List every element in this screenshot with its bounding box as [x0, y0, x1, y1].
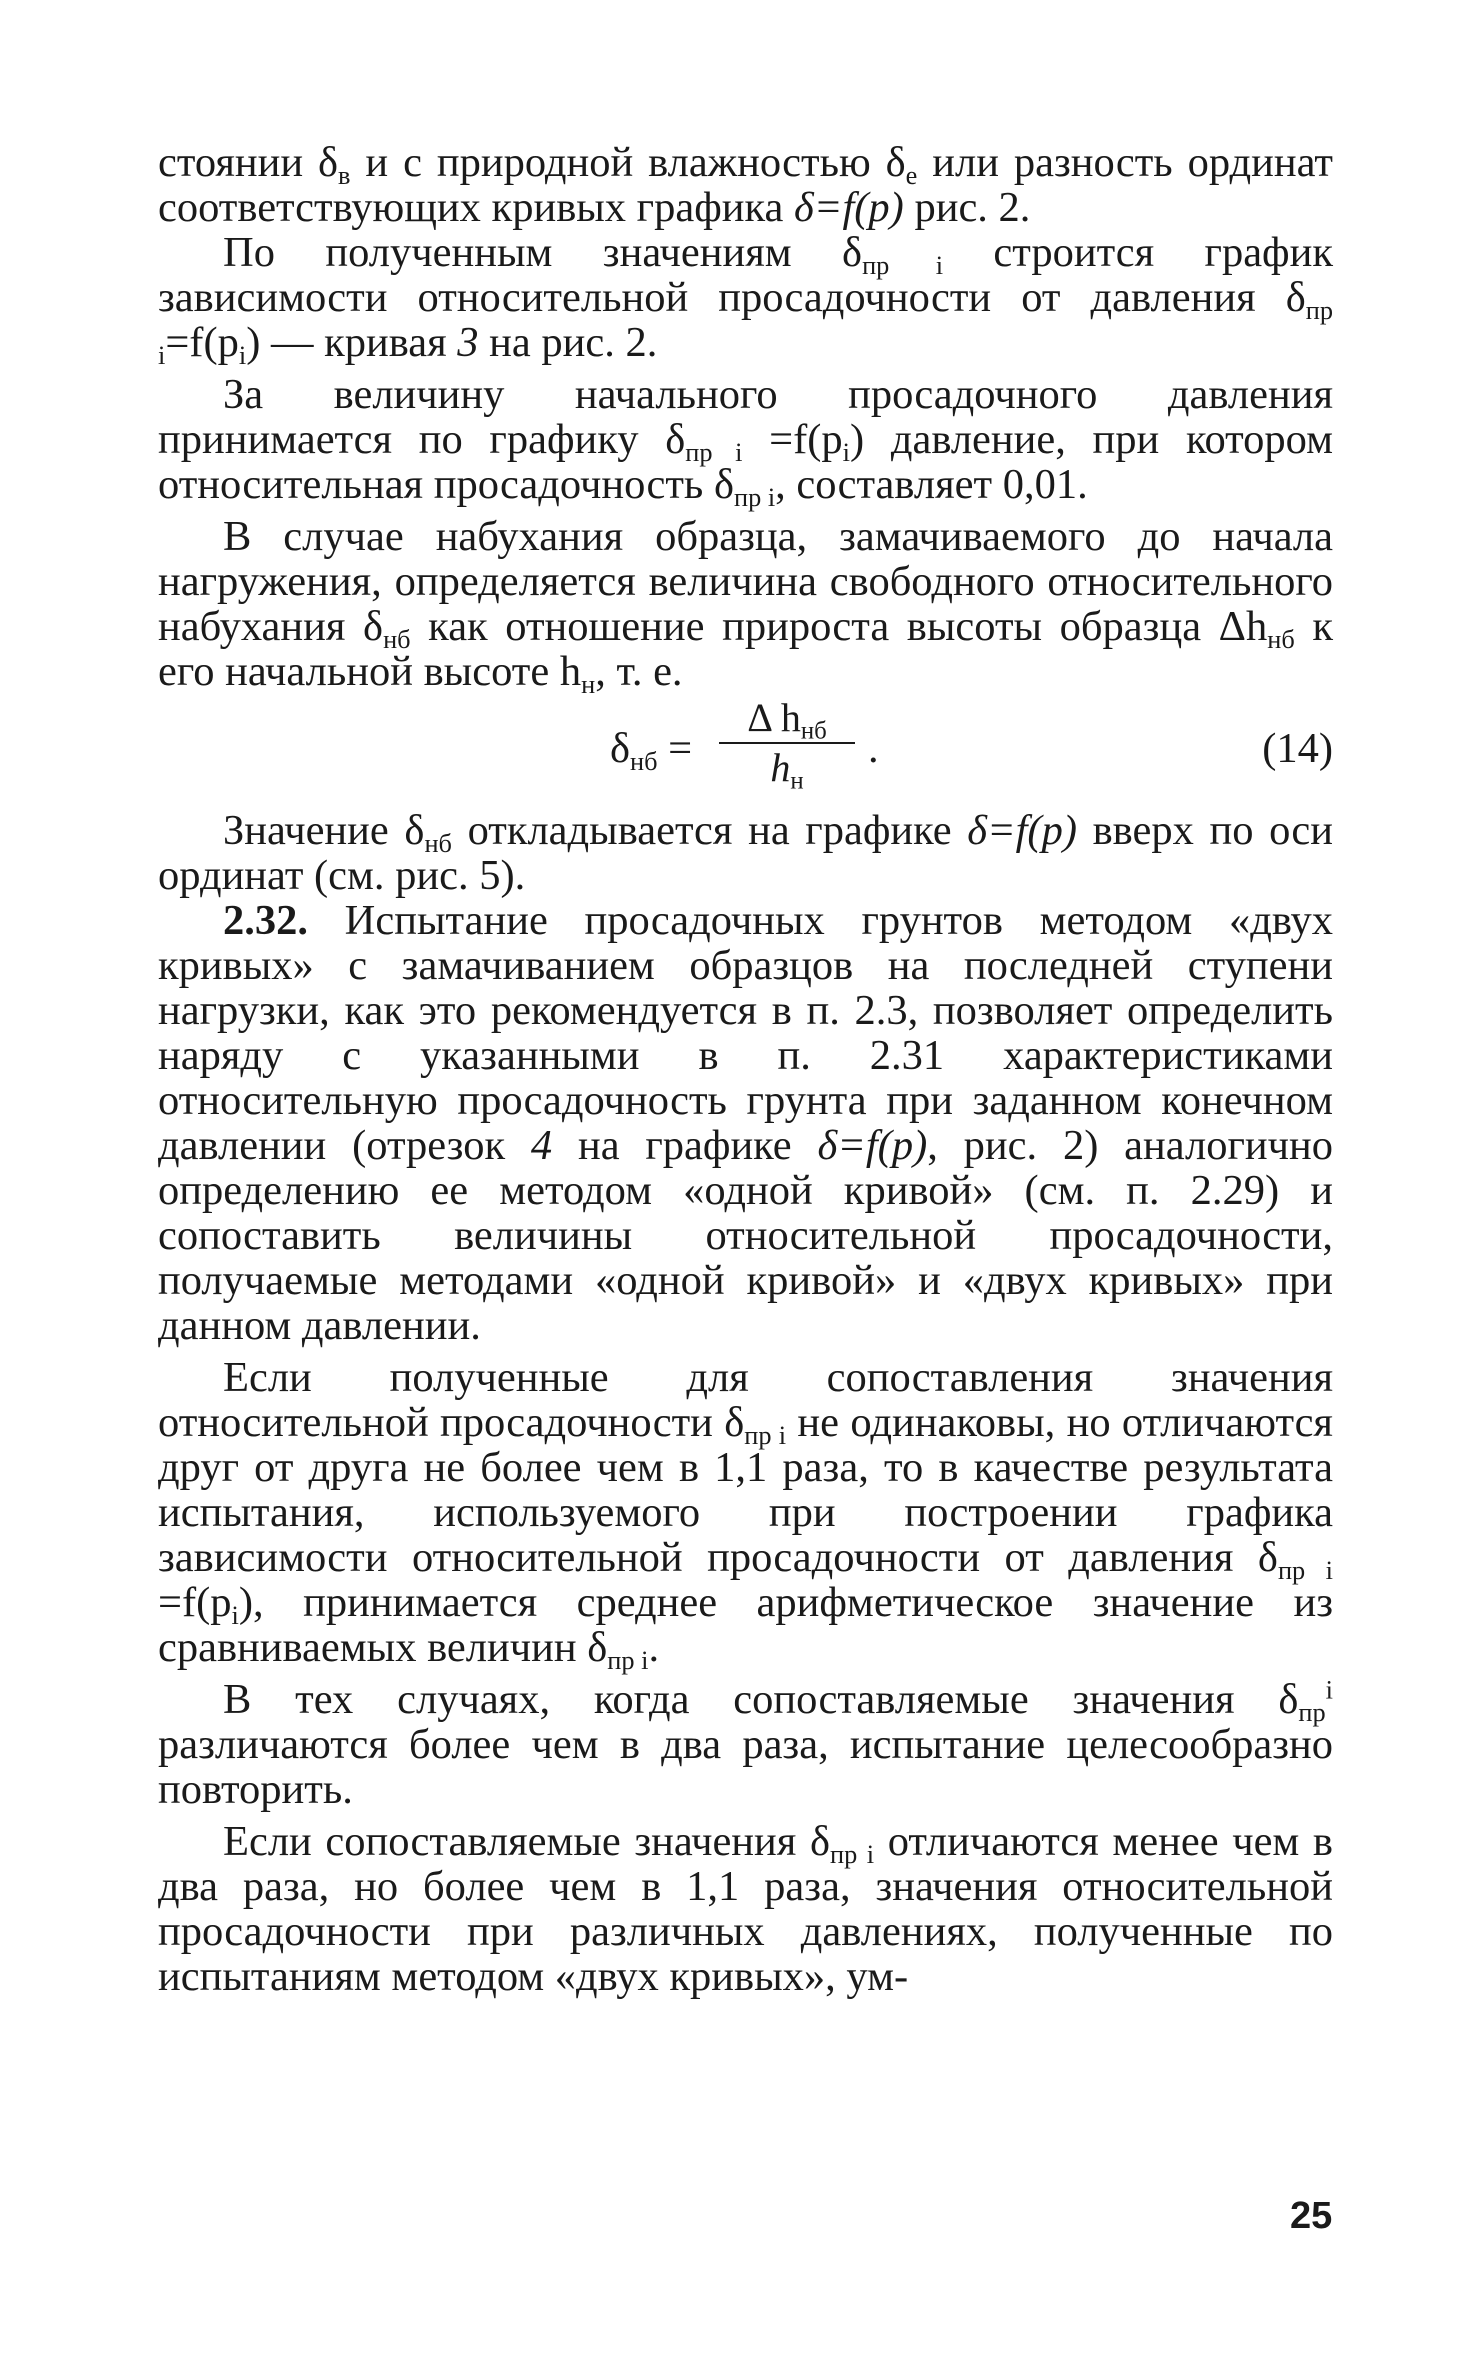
paragraph: [158, 1819, 1333, 1999]
text-run: строится график зависимости относительной просадочности от давления: [158, 229, 1333, 321]
text-run: За величину начального просадочного давления принимается по графику: [158, 371, 1333, 463]
text-run: ) давление, при котором относительная просадочность: [158, 416, 1333, 508]
text-run: Если полученные для сопоставления значения относительной просадочности: [158, 1354, 1333, 1446]
text-run: 4: [530, 1122, 553, 1169]
subscript: пр i: [158, 295, 1333, 370]
text-run: как отношение прироста высоты образца Δh: [410, 603, 1268, 650]
text-run: на графике: [552, 1122, 818, 1169]
formula-14: [158, 696, 1333, 804]
formula-lhs: $\delta_{нб}$ =: [610, 725, 693, 776]
subscript: нб: [1267, 624, 1295, 654]
paragraph: [158, 371, 1333, 512]
subscript: i: [231, 1600, 239, 1630]
text-run: откладывается на графике: [451, 807, 968, 854]
subscript: пр i: [744, 1420, 787, 1450]
paragraph: [158, 229, 1333, 370]
fraction-bar: [719, 742, 855, 744]
paragraph: [158, 513, 1333, 699]
text-run: δ: [885, 139, 906, 186]
text-run: δ: [363, 603, 384, 650]
subscript: нб: [383, 624, 411, 654]
text-run: на рис. 2.: [478, 319, 658, 366]
text-run: δ: [665, 416, 686, 463]
subscript: пр i: [733, 482, 776, 512]
text-run: , составляет 0,01.: [775, 461, 1088, 508]
text-run: =f(p: [742, 416, 843, 463]
subscript: i: [238, 340, 247, 370]
text-run: вверх по оси ординат (см. рис. 5).: [158, 807, 1333, 899]
text-run: и с природной влажностью: [350, 139, 886, 186]
subscript: пр i: [607, 1645, 649, 1675]
equation-number: (14): [1262, 725, 1333, 772]
subscript: нб: [424, 828, 452, 858]
text-run: различаются более чем в два раза, испытание целесообразно повторить.: [158, 1721, 1333, 1813]
text-run: δ: [1278, 1676, 1299, 1723]
text-run: δ=f(p): [794, 184, 904, 231]
page-number: 25: [1290, 2195, 1333, 2237]
text-run: не одинаковы, но отличаются друг от друга не более чем в 1,1 раза, то в качестве результата испытания, используемого при построении графика зависимости относительной просадочности от давления: [158, 1399, 1333, 1581]
text-run: , т. е.: [595, 648, 683, 695]
text-run: δ: [809, 1818, 830, 1865]
text-run: .: [648, 1624, 660, 1671]
text-run: отличаются менее чем в два раза, но более чем в 1,1 раза, значения относительной просадочности при различных давлениях, полученные по испытаниям методом «двух кривых», ум-: [158, 1818, 1333, 2000]
text-run: рис. 2.: [903, 184, 1031, 231]
text-run: Испытание просадочных грунтов методом «двух кривых» с замачиванием образцов на последней ступени нагрузки, как это рекомендуется в п. 2.3, позволяет определить наряду с указанными в п. 2.31 характеристиками относительную просадочность грунта при заданном конечном давлении (отрезок: [158, 897, 1333, 1169]
paragraph: [158, 1677, 1333, 1812]
section-paragraph-2-32: [158, 898, 1333, 1348]
text-run: 2.32.: [223, 897, 308, 944]
formula-numerator: Δ $h_{нб}$: [747, 695, 827, 745]
text-run: По полученным значениям: [223, 229, 843, 276]
subscript: пр i: [1277, 1555, 1333, 1585]
formula-period: .: [868, 725, 879, 772]
text-run: или разность ординат соответствующих кривых графика: [158, 139, 1333, 231]
text-run: δ: [713, 461, 734, 508]
text-run: δ: [587, 1624, 608, 1671]
body-text: [158, 140, 1333, 1999]
formula-denominator: $h_н$: [770, 745, 804, 795]
paragraph: [158, 808, 1333, 898]
text-run: ), принимается среднее арифметическое значение из сравниваемых величин: [158, 1579, 1333, 1671]
text-run: δ: [318, 139, 339, 186]
text-run: стоянии: [158, 139, 319, 186]
subscript: пр i: [829, 1839, 875, 1869]
text-run: , рис. 2) аналогично определению ее методом «одной кривой» (см. п. 2.29) и сопоставить величины относительной просадочности, получаемые методами «одной кривой» и «двух кривых» при данном давлении.: [158, 1122, 1333, 1349]
text-run: к его начальной высоте h: [158, 603, 1333, 695]
text-run: δ: [404, 807, 425, 854]
subscript: в: [338, 160, 351, 190]
text-run: ) — кривая: [246, 319, 458, 366]
text-run: δ: [1257, 1534, 1278, 1581]
text-run: 3: [457, 319, 479, 366]
subscript: пр i: [685, 437, 743, 467]
text-run: =f(p: [158, 1579, 232, 1626]
text-run: Если сопоставляемые значения: [223, 1818, 810, 1865]
superscript: i: [1325, 1675, 1333, 1705]
subscript: пр i: [862, 250, 944, 280]
paragraph: [158, 1354, 1333, 1675]
subscript: н: [581, 669, 596, 699]
text-run: δ=f(p): [817, 1122, 928, 1169]
subscript: е: [905, 160, 918, 190]
text-run: δ: [842, 229, 863, 276]
subscript: i: [842, 437, 850, 467]
paragraph-continuation: [158, 140, 1333, 230]
text-run: δ=f(p): [967, 807, 1077, 854]
text-run: В случае набухания образца, замачиваемого до начала нагружения, определяется величина свободного относительного набухания: [158, 513, 1333, 650]
text-run: Значение: [223, 807, 405, 854]
text-run: В тех случаях, когда сопоставляемые значения: [223, 1676, 1279, 1723]
text-run: δ: [724, 1399, 745, 1446]
formula-fraction: [713, 695, 861, 795]
text-run: δ: [1285, 274, 1306, 321]
subscript: пр: [1298, 1697, 1326, 1727]
text-run: =f(p: [165, 319, 239, 366]
